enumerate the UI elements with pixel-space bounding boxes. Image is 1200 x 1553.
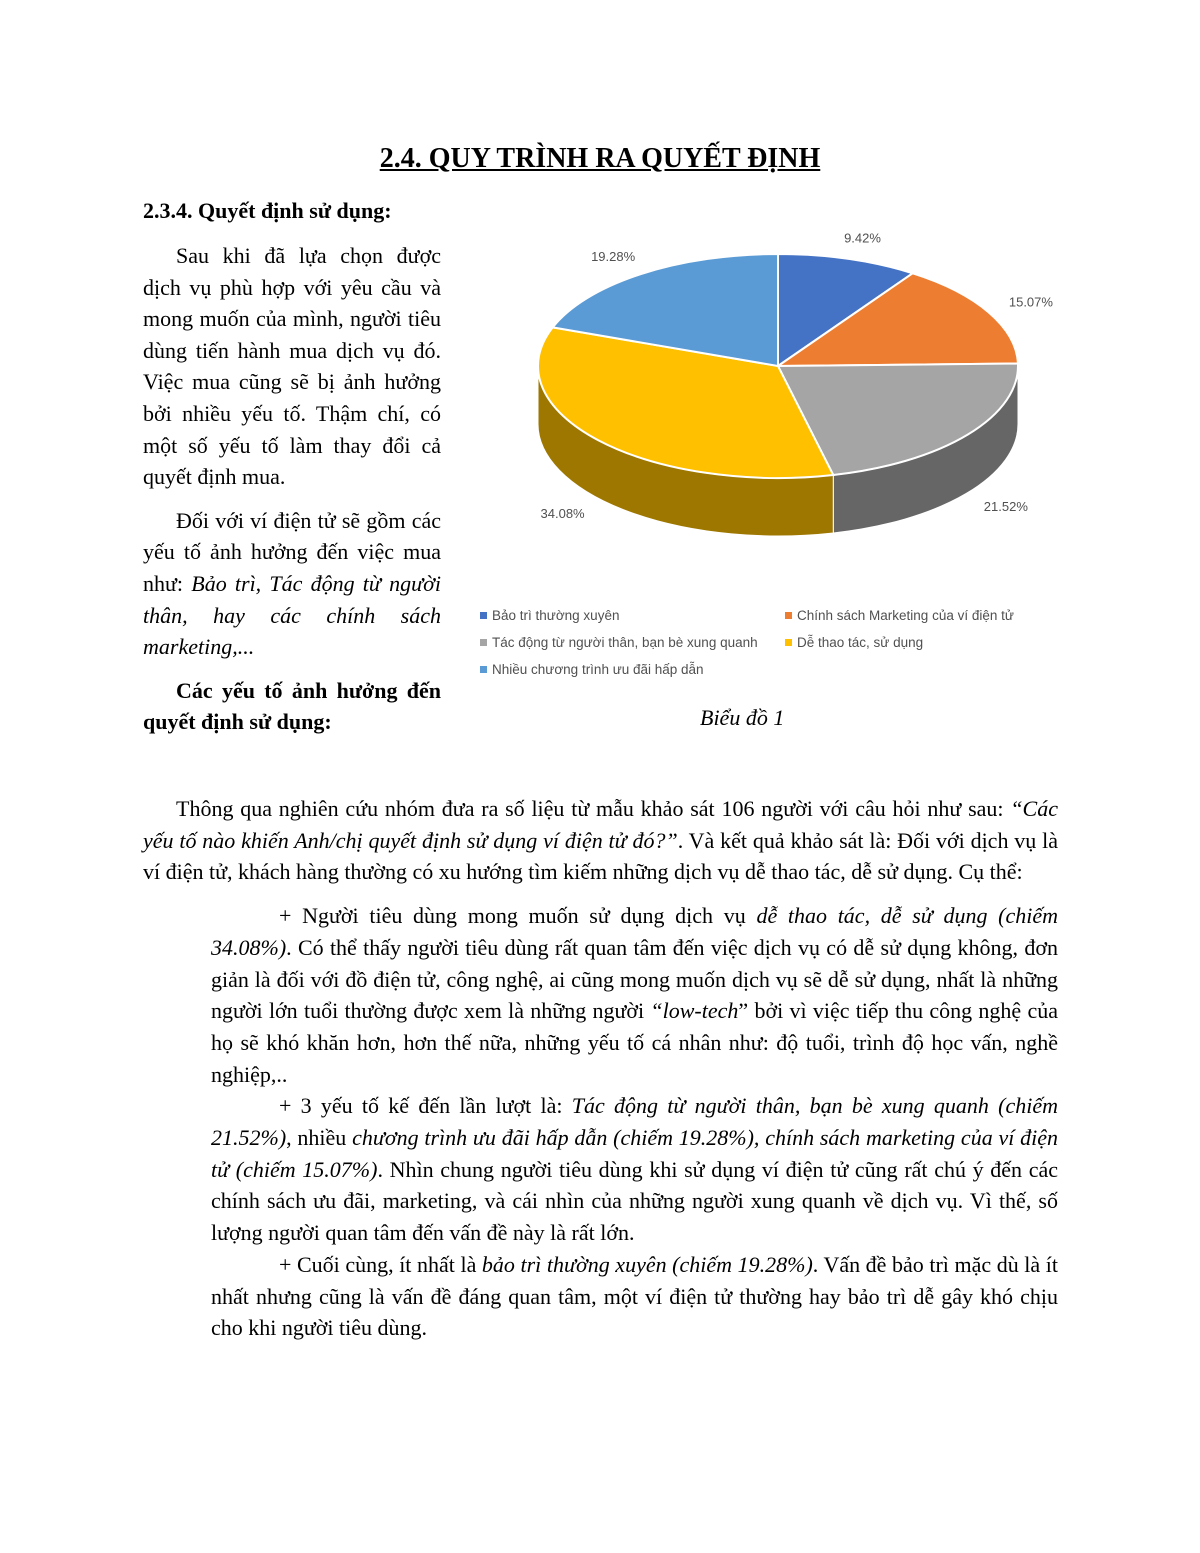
pie-value-label-4: 19.28% bbox=[591, 248, 636, 264]
intro-text-a: Thông qua nghiên cứu nhóm đưa ra số liệu từ mẫu khảo sát 106 người với câu hỏi như sau: bbox=[176, 796, 1011, 821]
factors-heading: Các yếu tố ảnh hưởng đến quyết định sử dụng: bbox=[143, 677, 441, 735]
left-paragraph-1: Sau khi đã lựa chọn được dịch vụ phù hợp với yêu cầu và mong muốn của mình, người tiêu dùng tiến hành mua dịch vụ đó. Việc mua cũng sẽ bị ảnh hưởng bởi nhiều yếu tố. Thậm chí, có một số yếu tố làm thay đổi cả quyết định mua. bbox=[143, 243, 441, 490]
bullet-2-b: , nhiều bbox=[286, 1125, 353, 1151]
bullet-3-italic-1: bảo trì thường xuyên (chiếm 19.28%) bbox=[481, 1251, 813, 1277]
bullet-1-c: ” bởi vì việc tiếp thu công nghệ của họ sẽ khó khăn hơn, hơn thế nữa, những yếu tố cá nhân như: độ tuổi, trình độ học vấn, nghề nghiệp,.. bbox=[211, 998, 1058, 1087]
bullet-2-c: . Nhìn chung người tiêu dùng khi sử dụng ví điện tử cũng rất chú ý đến các chính sách ưu đãi, marketing, và cái nhìn của những người xung quanh về dịch vụ. Vì thế, số lượng người quan tâm đến vấn đề này là rất lớn. bbox=[211, 1156, 1059, 1246]
section-subheading: 2.3.4. Quyết định sử dụng: bbox=[143, 198, 392, 223]
intro-text-b: . Và kết quả khảo sát là: Đối với dịch vụ là ví điện tử, khách hàng thường có xu hướng tìm kiếm những dịch vụ dễ thao tác, dễ sử dụng. Cụ thể: bbox=[143, 827, 1058, 885]
bullet-3 bbox=[211, 1249, 1058, 1344]
pie-value-label-0: 9.42% bbox=[844, 230, 881, 246]
bullet-1-a: + Người tiêu dùng mong muốn sử dụng dịch vụ bbox=[279, 903, 757, 929]
bullet-2-italic-1: Tác động từ người thân, bạn bè xung quanh (chiếm 21.52%) bbox=[211, 1093, 1058, 1151]
legend-swatch-4 bbox=[480, 666, 487, 673]
bullet-2-italic-2: chương trình ưu đãi hấp dẫn (chiếm 19.28%), chính sách marketing của ví điện tử (chiếm 15.07%) bbox=[211, 1125, 1058, 1182]
legend-label-2: Tác động từ người thân, bạn bè xung quanh bbox=[492, 635, 758, 650]
intro-quote: “Các yếu tố nào khiến Anh/chị quyết định sử dụng ví điện tử đó?” bbox=[143, 796, 1058, 853]
bullet-1-italic-1: dễ thao tác, dễ sử dụng (chiếm 34.08%) bbox=[211, 903, 1059, 960]
page-title: 2.4. QUY TRÌNH RA QUYẾT ĐỊNH bbox=[379, 143, 821, 174]
bullet-2 bbox=[211, 1090, 1058, 1249]
pie-legend bbox=[480, 608, 1014, 677]
pie-value-label-1: 15.07% bbox=[1008, 294, 1053, 310]
legend-swatch-1 bbox=[785, 612, 792, 619]
left-paragraph-2-text: Đối với ví điện tử sẽ gồm các yếu tố ảnh hưởng đến việc mua như: bbox=[143, 507, 441, 596]
legend-swatch-0 bbox=[480, 612, 487, 619]
left-paragraph-2-italic: Bảo trì, Tác động từ người thân, hay các chính sách marketing,... bbox=[143, 570, 441, 660]
legend-swatch-3 bbox=[785, 639, 792, 646]
bullet-2-a: + 3 yếu tố kế đến lần lượt là: bbox=[279, 1093, 572, 1119]
pie-top bbox=[538, 254, 1018, 478]
chart-caption: Biểu đồ 1 bbox=[700, 705, 785, 730]
legend-label-4: Nhiều chương trình ưu đãi hấp dẫn bbox=[492, 662, 704, 677]
legend-swatch-2 bbox=[480, 639, 487, 646]
pie-value-label-2: 21.52% bbox=[983, 499, 1028, 515]
left-column bbox=[143, 240, 441, 738]
bullet-1-b: . Có thể thấy người tiêu dùng rất quan tâm đến việc dịch vụ có dễ sử dụng không, đơn giản là đối với đồ điện tử, công nghệ, ai cũng mong muốn dịch vụ sẽ dễ sử dụng, nhất là những người lớn tuổi thường được xem là những người bbox=[211, 934, 1058, 1024]
pie-value-label-3: 34.08% bbox=[540, 506, 585, 522]
legend-label-3: Dễ thao tác, sử dụng bbox=[797, 635, 924, 650]
bullet-1 bbox=[211, 900, 1058, 1090]
legend-label-1: Chính sách Marketing của ví điện tử bbox=[797, 608, 1014, 623]
bullet-3-b: . Vấn đề bảo trì mặc dù là ít nhất nhưng cũng là vấn đề đáng quan tâm, một ví điện tử thường hay bảo trì dễ gây khó chịu cho khi người tiêu dùng. bbox=[211, 1251, 1058, 1341]
pie-chart bbox=[470, 230, 1053, 718]
legend-label-0: Bảo trì thường xuyên bbox=[492, 608, 620, 623]
body-text bbox=[143, 793, 1058, 1344]
intro-paragraph bbox=[143, 793, 1058, 888]
pie-chart-svg bbox=[470, 230, 1053, 718]
bullet-1-italic-2: “low-tech bbox=[650, 998, 739, 1024]
bullet-3-a: + Cuối cùng, ít nhất là bbox=[279, 1251, 482, 1277]
left-paragraph-2 bbox=[143, 505, 441, 663]
